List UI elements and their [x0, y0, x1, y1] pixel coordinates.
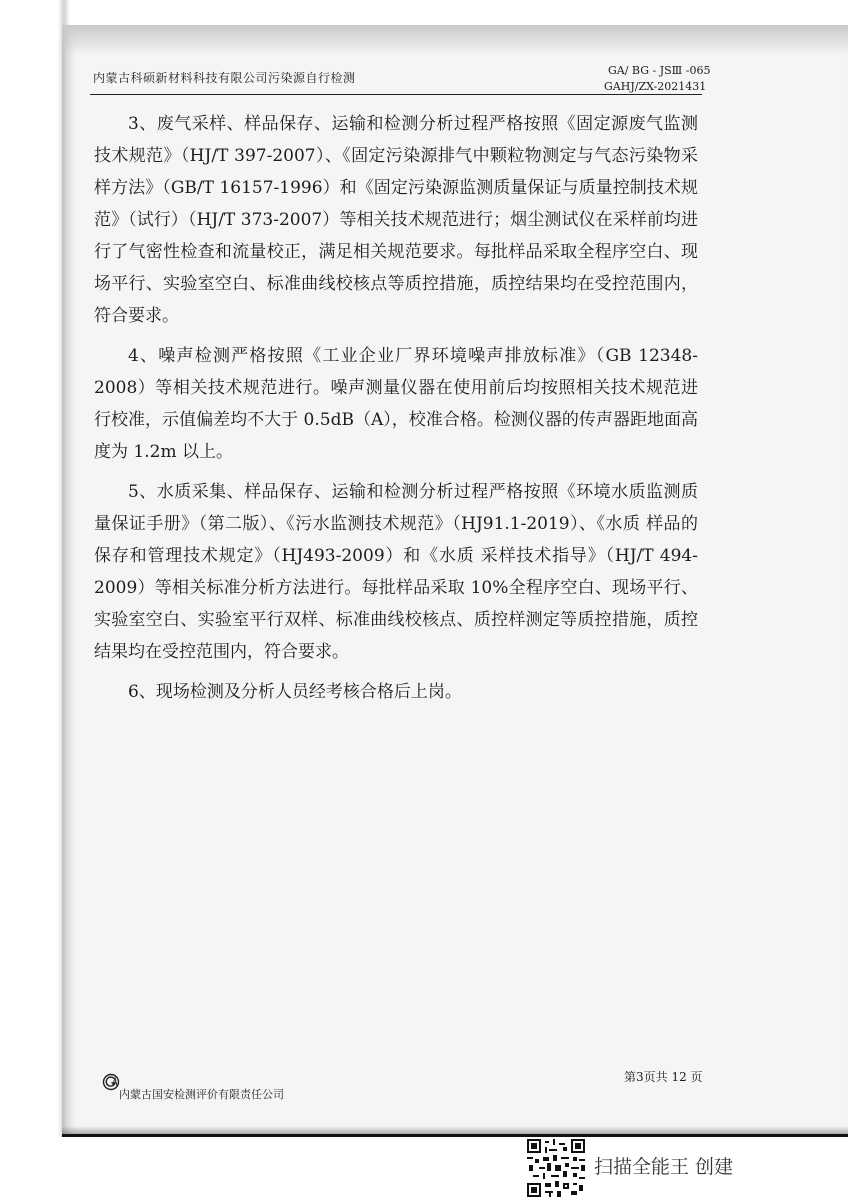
footer-company-name: 内蒙古国安检测评价有限责任公司 — [119, 1088, 284, 1101]
paragraph-noise: 4、噪声检测严格按照《工业企业厂界环境噪声排放标准》（GB 12348-2008）等相关技术规范进行。噪声测量仪器在使用前后均按照相关技术规范进行校准，示值偏差均不大于 0.5dB（A），校准合格。检测仪器的传声器距地面高度为 1.2m 以上。 — [94, 346, 698, 462]
paragraph-waste-gas: 3、废气采样、样品保存、运输和检测分析过程严格按照《固定源废气监测技术规范》（HJ/T 397-2007）、《固定污染源排气中颗粒物测定与气态污染物采样方法》（GB/T 16157-1996）和《固定污染源监测质量保证与质量控制技术规范》（试行）（HJ/T 373-2007）等相关技术规范进行；烟尘测试仪在采样前均进行了气密性检查和流量校正，满足相关规范要求。每批样品采取全程序空白、现场平行、实验室空白、标准曲线校核点等质控措施，质控结果均在受控范围内，符合要求。 — [94, 114, 698, 326]
paragraph-water-quality: 5、水质采集、样品保存、运输和检测分析过程严格按照《环境水质监测质量保证手册》（第二版）、《污水监测技术规范》（HJ91.1-2019）、《水质 样品的保存和管理技术规定》（HJ493-2009）和《水质 采样技术指导》（HJ/T 494-2009）等相关标准分析方法进行。每批样品采取 10%全程序空白、现场平行、实验室空白、实验室平行双样、标准曲线校核点、质控样测定等质控措施，质控结果均在受控范围内，符合要求。 — [94, 482, 698, 662]
header-report-title: 内蒙古科硕新材料科技有限公司污染源自行检测 — [93, 71, 356, 85]
scan-left-edge-shadow — [0, 0, 70, 1137]
scan-bottom-shadow — [62, 1126, 848, 1134]
scan-top-edge-shadow — [62, 25, 848, 55]
scan-bottom-edge — [62, 1134, 848, 1137]
scanner-watermark: 扫描全能王 创建 — [594, 1156, 734, 1178]
qr-code-icon — [527, 1139, 585, 1197]
company-logo-icon — [102, 1073, 120, 1091]
report-body — [94, 108, 698, 708]
header-report-number: GAHJ/ZX-2021431 — [604, 80, 707, 93]
page-number: 第3页共 12 页 — [624, 1070, 703, 1084]
header-document-code: GA/ BG - JSⅢ -065 — [608, 64, 711, 77]
header-divider — [90, 94, 702, 95]
paragraph-personnel: 6、现场检测及分析人员经考核合格后上岗。 — [128, 682, 462, 702]
